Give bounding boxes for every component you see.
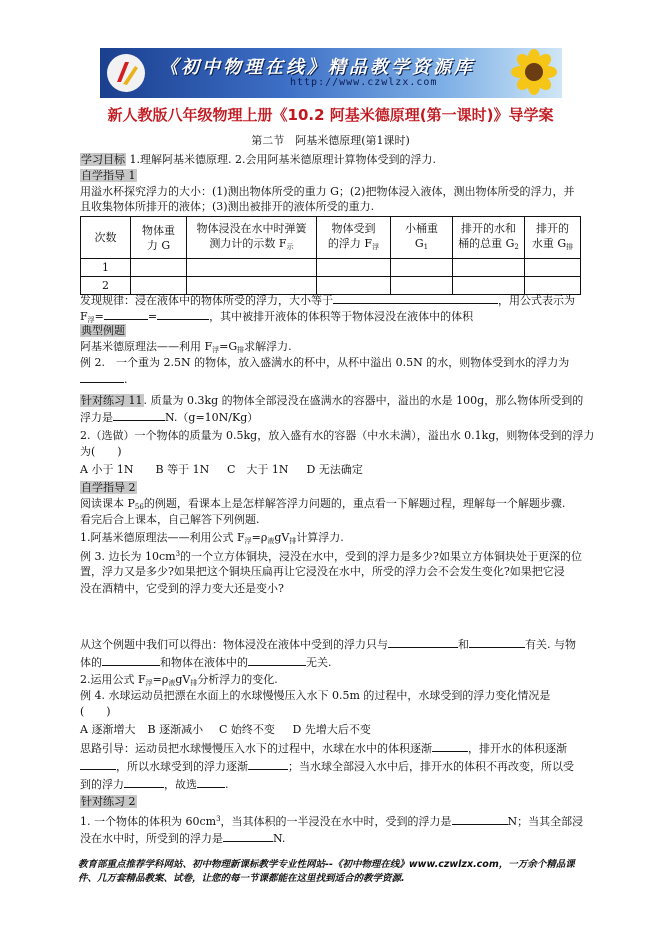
example3-line1: 例 3. 边长为 $10cm^3$的一个立方体铜块，浸没在水中，受到的浮力是多少?如果立方体铜块处于更深的位 [80,550,582,563]
answer-blank[interactable] [469,636,525,648]
guide2-line2: 看完后合上课本，自己解答下列例题. [80,513,260,526]
banner-title: 《初中物理在线》精品教学资源库 [160,57,475,78]
experiment-table [80,216,581,295]
method2-line: 2.运用公式 $F_浮=\rho_液gV_排$分析浮力的变化. [80,673,278,687]
table-row [81,259,581,277]
answer-blank[interactable] [157,308,209,320]
answer-blank[interactable] [248,654,306,666]
option-a[interactable]: A 逐渐增大 [80,723,136,736]
practice1-q1-line1: 针对练习 11. 质量为 0.3kg 的物体全部浸没在盛满水的容器中，溢出的水是 100g，那么物体所受到的 [81,394,584,407]
practice2-label: 针对练习 2 [81,795,136,808]
discovery-line2: $F_浮=$ = ，其中被排开液体的体积等于物体浸没在液体中的体积 [80,310,474,324]
practice2-q1-line1: 1. 一个物体的体积为 $60cm^3$，当其体积的一半浸没在水中时，受到的浮力是 N；当其全部浸 [80,815,584,828]
footer-line1: 教育部重点推荐学科网站、初中物理新课标教学专业性网站--《初中物理在线》www.czwlzx.com，一万余个精品课 [78,859,575,870]
practice2-heading [80,794,137,809]
example3-line3: 没在酒精中，它受到的浮力变大还是变小? [80,582,284,595]
practice1-q2-options [80,462,363,477]
banner-url[interactable]: http://www.czwlzx.com [290,77,438,88]
guide2-heading [80,480,137,495]
answer-blank[interactable] [197,776,225,788]
answer-blank[interactable] [223,830,273,842]
answer-blank[interactable] [102,654,160,666]
table-header-cell: 物体受到 的浮力 $F_浮$ [317,217,391,259]
table-header-cell: 次数 [81,217,131,259]
hint-line1: 思路引导：运动员把水球慢慢压入水下的过程中，水球在水中的体积逐渐 ，排开水的体积逐渐 [80,742,567,755]
learning-goals-label: 学习目标 [81,153,125,166]
examples-label: 典型例题 [81,324,125,337]
option-c[interactable]: C 始终不变 [219,723,275,736]
table-header-row [81,217,581,259]
option-b[interactable]: B 等于 1N [155,463,210,476]
guide1-line2: 且收集物体所排开的液体；(3)测出被排开的液体所受的重力. [80,200,375,213]
conclusion-line2: 体的 和物体在液体中的 无关. [80,656,332,669]
table-header-cell: 物体重 力 G [131,217,187,259]
method1-line: 阿基米德原理法——利用 $F_浮=G_排$求解浮力. [80,340,292,354]
hint-line3: 到的浮力 ，故选 . [80,778,229,791]
guide1-heading [80,168,137,183]
table-cell: 2 [81,277,131,295]
answer-blank[interactable] [452,813,508,825]
table-header-cell: 排开的 水重 $G_排$ [525,217,581,259]
sunflower-icon [496,48,558,98]
answer-blank[interactable] [432,740,468,752]
learning-goals-text: 1.理解阿基米德原理. 2.会用阿基米德原理计算物体受到的浮力. [129,153,436,166]
table-cell: 1 [81,259,131,277]
guide2-label: 自学指导 2 [81,481,136,494]
examples-heading [80,323,126,338]
answer-blank[interactable] [248,758,288,770]
option-b[interactable]: B 逐渐减小 [147,723,204,736]
guide2-line1: 阅读课本 $P_{56}$的例题，看课本上是怎样解答浮力问题的，重点看一下解题过程，理解每一个解题步骤. [80,497,566,511]
example4-line: 例 4. 水球运动员把漂在水面上的水球慢慢压入水下 0.5m 的过程中，水球受到的浮力变化情况是 [80,689,551,702]
table-header-cell: 物体浸没在水中时弹簧 测力计的示数 $F_示$ [187,217,317,259]
footer [78,858,588,886]
section-title: 第二节 阿基米德原理(第1课时) [251,134,410,147]
answer-blank[interactable] [80,758,116,770]
practice1-label: 针对练习 11 [81,394,143,407]
option-d[interactable]: D 先增大后不变 [292,723,371,736]
table-header-cell: 排开的水和 桶的总重 $G_2$ [453,217,525,259]
header-banner [100,48,562,98]
document-title: 新人教版八年级物理上册《10.2 阿基米德原理(第一课时)》导学案 [107,106,554,124]
method-archimedes-formula: 1.阿基米德原理法——利用公式 $F_浮=\rho_液gV_排$计算浮力. [80,531,344,545]
answer-blank[interactable] [388,636,458,648]
option-d[interactable]: D 无法确定 [306,463,363,476]
answer-blank[interactable] [104,308,148,320]
discovery-line1: 发现规律：浸在液体中的物体所受的浮力，大小等于 ，用公式表示为 [80,294,575,307]
practice1-q2-line1: 2.（选做）一个物体的质量为 0.5kg，放入盛有水的容器（中水未满），溢出水 0.1kg，则物体受到的浮力 [80,429,595,442]
example3-line2: 置，浮力又是多少?如果把这个铜块压扁再让它浸没在水中，所受的浮力会不会发生变化?如果把它浸 [80,565,565,578]
answer-blank[interactable] [124,776,164,788]
site-logo-icon [105,52,147,94]
learning-goals [80,152,436,167]
guide1-line1: 用溢水杯探究浮力的大小：(1)测出物体所受的重力 G；(2)把物体浸入液体，测出物体所受的浮力，并 [80,185,575,198]
example4-options [80,722,371,737]
practice1-q1-line2: 浮力是 N.（g=10N/Kg） [80,411,259,424]
answer-blank[interactable] [80,371,124,383]
footer-line2: 件、几万套精品教案、试卷，让您的每一节课都能在这里找到适合的教学资源. [78,873,405,884]
example2-line2: . [80,371,128,387]
practice1-q2-line2: 为( ) [80,445,122,458]
table-header-cell: 小桶重 $G_1$ [391,217,453,259]
hint-line2: ，所以水球受到的浮力逐渐 ；当水球全部浸入水中后，排开水的体积不再改变，所以受 [80,758,574,774]
answer-blank[interactable] [333,292,498,304]
answer-blank[interactable] [113,409,165,421]
option-c[interactable]: C 大于 1N [227,463,289,476]
example4-paren: ( ) [80,705,111,718]
option-a[interactable]: A 小于 1N [80,463,134,476]
practice2-q1-line2: 没在水中时，所受到的浮力是 N. [80,832,286,845]
guide1-label: 自学指导 1 [81,169,136,182]
conclusion-line1: 从这个例题中我们可以得出：物体浸没在液体中受到的浮力只与 和 有关. 与物 [80,638,576,651]
example2-line1: 例 2. 一个重为 2.5N 的物体，放入盛满水的杯中，从杯中溢出 0.5N 的水，则物体受到水的浮力为 [80,356,570,369]
